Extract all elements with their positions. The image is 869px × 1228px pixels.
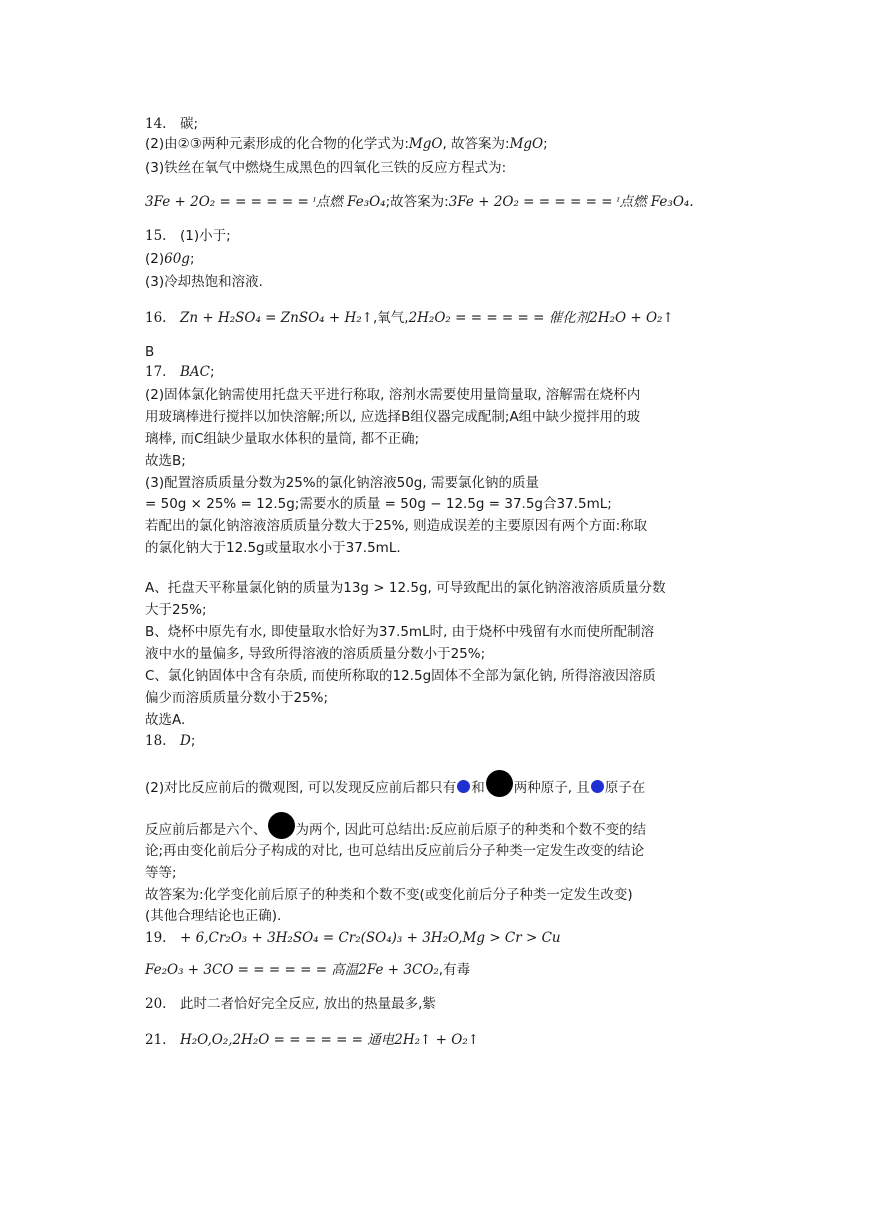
answer-text: (1)小于; [180, 228, 231, 244]
answer-text: 反应前后都是六个、 [145, 822, 267, 838]
answer-text: ; [210, 364, 215, 380]
answer-text: (3)配置溶质质量分数为25%的氯化钠溶液50g, 需要氯化钠的质量 [145, 475, 539, 491]
question-number: 20. [145, 996, 167, 1012]
chemical-equation: Fe₂O₃ + 3CO = = = = = = 高温2Fe + 3CO₂ [145, 962, 439, 978]
q17-line-10 [145, 578, 666, 598]
answer-text: 大于25%; [145, 602, 207, 618]
q16-line-1 [145, 308, 674, 328]
blue-atom-icon [591, 780, 604, 793]
answer-text: B [145, 344, 155, 360]
answer-text: (3)铁丝在氧气中燃烧生成黑色的四氧化三铁的反应方程式为: [145, 160, 507, 176]
valence: + 6 [180, 930, 205, 946]
answer-text: (3)冷却热饱和溶液. [145, 274, 263, 290]
answer-text: B、烧杯中原先有水, 即使量取水恰好为37.5mL时, 由于烧杯中残留有水而使所配制溶 [145, 624, 655, 640]
answer-text: A、托盘天平称量氯化钠的质量为13g > 12.5g, 可导致配出的氯化钠溶液溶质质量分数 [145, 580, 666, 596]
answer-text: (2)由②③两种元素形成的化合物的化学式为: [145, 136, 409, 152]
answer-text: 璃棒, 而C组缺少量取水体积的量筒, 都不正确; [145, 431, 420, 447]
formula: MgO [509, 136, 544, 152]
answer-text: = 50g × 25% = 12.5g;需要水的质量 = 50g − 12.5g = 37.5g合37.5mL; [145, 496, 612, 512]
answer-text: 两种原子, 且 [513, 780, 590, 796]
chemical-equation: Zn + H₂SO₄ = ZnSO₄ + H₂↑ [180, 310, 373, 326]
answer-text: ,氧气, [372, 310, 409, 326]
q17-line-3 [145, 407, 640, 427]
answer-text: (2) [145, 251, 165, 267]
answer-text: 此时二者恰好完全反应, 放出的热量最多,紫 [180, 996, 436, 1012]
q18-line-2 [145, 770, 645, 798]
q21-line-1 [145, 1030, 479, 1050]
answer-text: 故选B; [145, 453, 186, 469]
question-number: 21. [145, 1032, 167, 1048]
formula: 60g [164, 251, 190, 267]
q17-line-5 [145, 451, 186, 471]
q18-line-5 [145, 863, 177, 883]
q17-line-13 [145, 644, 485, 664]
chemical-equation: 2H₂O₂ = = = = = = 催化剂2H₂O + O₂↑ [408, 310, 674, 326]
q17-line-11 [145, 600, 207, 620]
answer-letter: D [180, 733, 191, 749]
q17-line-7 [145, 494, 612, 514]
question-number: 15. [145, 228, 167, 244]
q15-line-3 [145, 272, 263, 292]
chemical-equation: ,Cr₂O₃ + 3H₂SO₄ = Cr₂(SO₄)₃ + 3H₂O,Mg > Cr > Cu [204, 930, 561, 946]
answer-text: , 故答案为: [442, 136, 510, 152]
q17-line-4 [145, 429, 419, 449]
answer-text: 故选A. [145, 712, 186, 728]
question-number: 16. [145, 310, 167, 326]
question-number: 17. [145, 364, 167, 380]
answer-text: ; [189, 251, 195, 267]
q17-line-2 [145, 385, 640, 405]
chemical-equation: 3Fe + 2O₂ = = = = = = ᶦ点燃 Fe₃O₄ [145, 194, 386, 210]
q14-line-2 [145, 134, 548, 154]
question-number: 14. [145, 116, 167, 132]
answer-text: (其他合理结论也正确). [145, 908, 282, 924]
answer-text: 液中水的量偏多, 导致所得溶液的溶质质量分数小于25%; [145, 646, 486, 662]
black-atom-icon [268, 812, 295, 839]
q17-line-15 [145, 688, 328, 708]
q17-line-6 [145, 473, 539, 493]
answer-text: 故答案为:化学变化前后原子的种类和个数不变(或变化前后分子种类一定发生改变) [145, 887, 633, 903]
answer-text: ,有毒 [438, 962, 471, 978]
q19-line-2 [145, 960, 470, 980]
q20-line-1 [145, 994, 436, 1014]
q17-line-12 [145, 622, 654, 642]
answer-text: 碳; [180, 116, 199, 132]
black-atom-icon [486, 770, 513, 797]
q19-line-1 [145, 928, 561, 948]
answer-text: 论;再由变化前后分子构成的对比, 也可总结出反应前后分子种类一定发生改变的结论 [145, 843, 645, 859]
q18-line-7 [145, 906, 281, 926]
q18-line-3 [145, 812, 646, 840]
q17-line-8 [145, 516, 647, 536]
q17-line-9 [145, 538, 401, 558]
answer-text: ; [543, 136, 548, 152]
answer-text: (2)对比反应前后的微观图, 可以发现反应前后都只有 [145, 780, 457, 796]
formula: MgO [408, 136, 443, 152]
answer-text: 为两个, 因此可总结出:反应前后原子的种类和个数不变的结 [295, 822, 647, 838]
q17-line-1 [145, 362, 215, 382]
q18-line-4 [145, 841, 644, 861]
answer-text: 的氯化钠大于12.5g或量取水小于37.5mL. [145, 540, 401, 556]
formula: BAC [180, 364, 210, 380]
answer-text: 偏少而溶质质量分数小于25%; [145, 690, 329, 706]
answer-text: (2)固体氯化钠需使用托盘天平进行称取, 溶剂水需要使用量筒量取, 溶解需在烧杯内 [145, 387, 641, 403]
q14-equation-line [145, 192, 694, 212]
answer-text: ; [190, 733, 196, 749]
q16-line-2 [145, 342, 154, 362]
q14-line-1 [145, 114, 198, 134]
q14-line-3 [145, 158, 506, 178]
q17-line-16 [145, 710, 185, 730]
q15-line-1 [145, 226, 231, 246]
q17-line-14 [145, 666, 656, 686]
question-number: 19. [145, 930, 167, 946]
answer-text: C、氯化钠固体中含有杂质, 而使所称取的12.5g固体不全部为氯化钠, 所得溶液因溶质 [145, 668, 656, 684]
q18-line-6 [145, 885, 633, 905]
question-number: 18. [145, 733, 167, 749]
answer-text: 若配出的氯化钠溶液溶质质量分数大于25%, 则造成误差的主要原因有两个方面:称取 [145, 518, 648, 534]
answer-text: 等等; [145, 865, 177, 881]
q18-line-1 [145, 731, 195, 751]
answer-text: 原子在 [604, 780, 646, 796]
answer-text: 和 [471, 780, 485, 796]
q15-line-2 [145, 249, 195, 269]
chemical-equation: 3Fe + 2O₂ = = = = = = ᶦ点燃 Fe₃O₄. [448, 194, 694, 210]
chemical-equation: H₂O,O₂,2H₂O = = = = = = 通电2H₂↑ + O₂↑ [180, 1032, 480, 1048]
answer-text: ;故答案为: [385, 194, 449, 210]
blue-atom-icon [457, 780, 470, 793]
answer-text: 用玻璃棒进行搅拌以加快溶解;所以, 应选择B组仪器完成配制;A组中缺少搅拌用的玻 [145, 409, 641, 425]
